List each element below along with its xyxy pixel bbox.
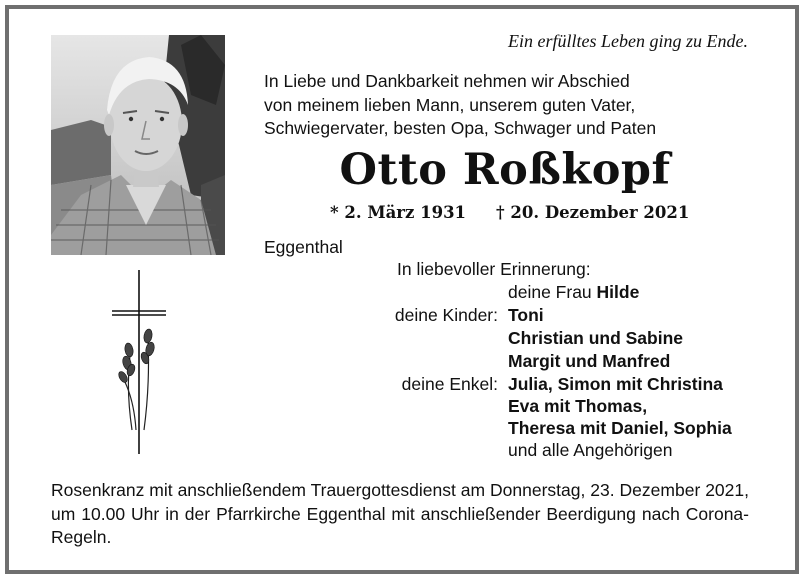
children-label: deine Kinder: — [394, 305, 498, 325]
birth-date: * 2. März 1931 — [330, 203, 467, 222]
portrait-photo — [51, 35, 225, 255]
grandchild-name: Eva mit Thomas, — [508, 396, 648, 416]
wife-prefix: deine Frau — [508, 282, 597, 302]
intro-line: von meinem lieben Mann, unserem guten Vater, — [264, 94, 636, 115]
motto-text: Ein erfülltes Leben ging zu Ende. — [508, 31, 748, 51]
intro-text — [264, 70, 744, 141]
deceased-name: Otto Roßkopf — [339, 145, 671, 195]
grandchildren-label: deine Enkel: — [401, 374, 498, 394]
service-info: Rosenkranz mit anschließendem Trauergottesdienst am Donnerstag, 23. Dezember 2021, um 10.00 Uhr in der Pfarrkirche Eggenthal mit anschließender Beerdigung nach Corona-Regeln. — [51, 480, 749, 547]
grandchild-name: Julia, Simon mit Christina — [508, 374, 723, 394]
wife-name: Hilde — [596, 282, 640, 302]
death-date: † 20. Dezember 2021 — [496, 203, 690, 222]
child-name: Christian und Sabine — [508, 328, 684, 348]
wife-line — [508, 282, 639, 303]
relatives-line: und alle Angehörigen — [508, 440, 673, 460]
memory-heading: In liebevoller Erinnerung: — [397, 259, 591, 279]
hometown: Eggenthal — [264, 237, 343, 257]
child-name: Toni — [508, 305, 544, 325]
child-name: Margit und Manfred — [508, 351, 671, 371]
intro-line: In Liebe und Dankbarkeit nehmen wir Abschied — [264, 71, 630, 91]
cross-with-wheat-icon — [104, 270, 174, 456]
grandchild-name: Theresa mit Daniel, Sophia — [508, 418, 732, 438]
intro-line: Schwiegervater, besten Opa, Schwager und Paten — [264, 118, 657, 138]
